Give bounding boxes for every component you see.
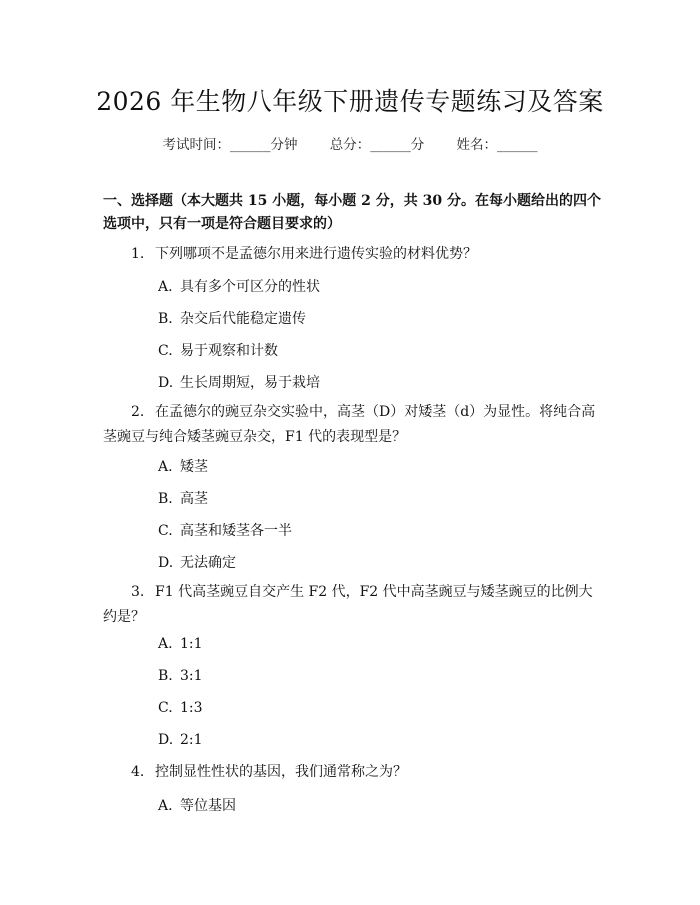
exam-info-line bbox=[0, 133, 700, 153]
option-letter: B. bbox=[158, 311, 173, 327]
option-3c bbox=[158, 700, 203, 716]
option-3a bbox=[158, 636, 203, 652]
total-score-field: 总分：______分 bbox=[329, 137, 425, 153]
option-text: 高茎 bbox=[180, 491, 208, 507]
option-text: 2:1 bbox=[180, 732, 203, 748]
question-number: 3. bbox=[131, 584, 145, 600]
question-text: F1 代高茎豌豆自交产生 F2 代，F2 代中高茎豌豆与矮茎豌豆的比例大约是？ bbox=[103, 584, 593, 625]
question-4 bbox=[103, 760, 603, 785]
question-1 bbox=[103, 242, 603, 267]
option-text: 杂交后代能稳定遗传 bbox=[180, 311, 306, 327]
question-2 bbox=[103, 400, 603, 450]
option-text: 1:1 bbox=[180, 636, 203, 652]
option-text: 生长周期短，易于栽培 bbox=[180, 375, 320, 391]
option-2d bbox=[158, 552, 236, 572]
option-text: 高茎和矮茎各一半 bbox=[180, 523, 292, 539]
option-text: 等位基因 bbox=[180, 798, 236, 814]
question-3 bbox=[103, 580, 603, 630]
option-1a bbox=[158, 276, 320, 296]
option-text: 3:1 bbox=[180, 668, 203, 684]
name-field: 姓名：______ bbox=[456, 137, 538, 153]
option-text: 具有多个可区分的性状 bbox=[180, 279, 320, 295]
section-heading: 一、选择题（本大题共 15 小题，每小题 2 分，共 30 分。在每小题给出的四个选项中，只有一项是符合题目要求的） bbox=[103, 193, 601, 232]
question-number: 2. bbox=[131, 404, 145, 420]
option-letter: B. bbox=[158, 668, 173, 684]
option-letter: A. bbox=[158, 798, 173, 814]
option-text: 无法确定 bbox=[180, 555, 236, 571]
option-letter: A. bbox=[158, 459, 173, 475]
question-number: 1. bbox=[131, 246, 145, 262]
question-text: 控制显性性状的基因，我们通常称之为？ bbox=[155, 764, 407, 780]
option-text: 矮茎 bbox=[180, 459, 208, 475]
option-letter: D. bbox=[158, 732, 174, 748]
exam-time-field: 考试时间：______分钟 bbox=[162, 137, 298, 153]
option-letter: C. bbox=[158, 343, 173, 359]
question-number: 4. bbox=[131, 764, 145, 780]
option-letter: A. bbox=[158, 279, 173, 295]
option-2b bbox=[158, 488, 208, 508]
page-title: 2026 年生物八年级下册遗传专题练习及答案 bbox=[96, 87, 604, 116]
option-1c bbox=[158, 340, 278, 360]
option-2c bbox=[158, 520, 292, 540]
option-letter: D. bbox=[158, 375, 174, 391]
option-letter: D. bbox=[158, 555, 174, 571]
question-text: 下列哪项不是孟德尔用来进行遗传实验的材料优势？ bbox=[155, 246, 477, 262]
option-letter: C. bbox=[158, 700, 173, 716]
option-1d bbox=[158, 372, 320, 392]
option-text: 1:3 bbox=[180, 700, 203, 716]
option-3b bbox=[158, 668, 203, 684]
option-1b bbox=[158, 308, 306, 328]
option-letter: B. bbox=[158, 491, 173, 507]
option-text: 易于观察和计数 bbox=[180, 343, 278, 359]
option-2a bbox=[158, 456, 208, 476]
option-3d bbox=[158, 732, 203, 748]
question-text: 在孟德尔的豌豆杂交实验中，高茎（D）对矮茎（d）为显性。将纯合高茎豌豆与纯合矮茎豌豆杂交，F1 代的表现型是？ bbox=[103, 404, 596, 445]
option-letter: C. bbox=[158, 523, 173, 539]
option-letter: A. bbox=[158, 636, 173, 652]
option-4a bbox=[158, 795, 236, 815]
